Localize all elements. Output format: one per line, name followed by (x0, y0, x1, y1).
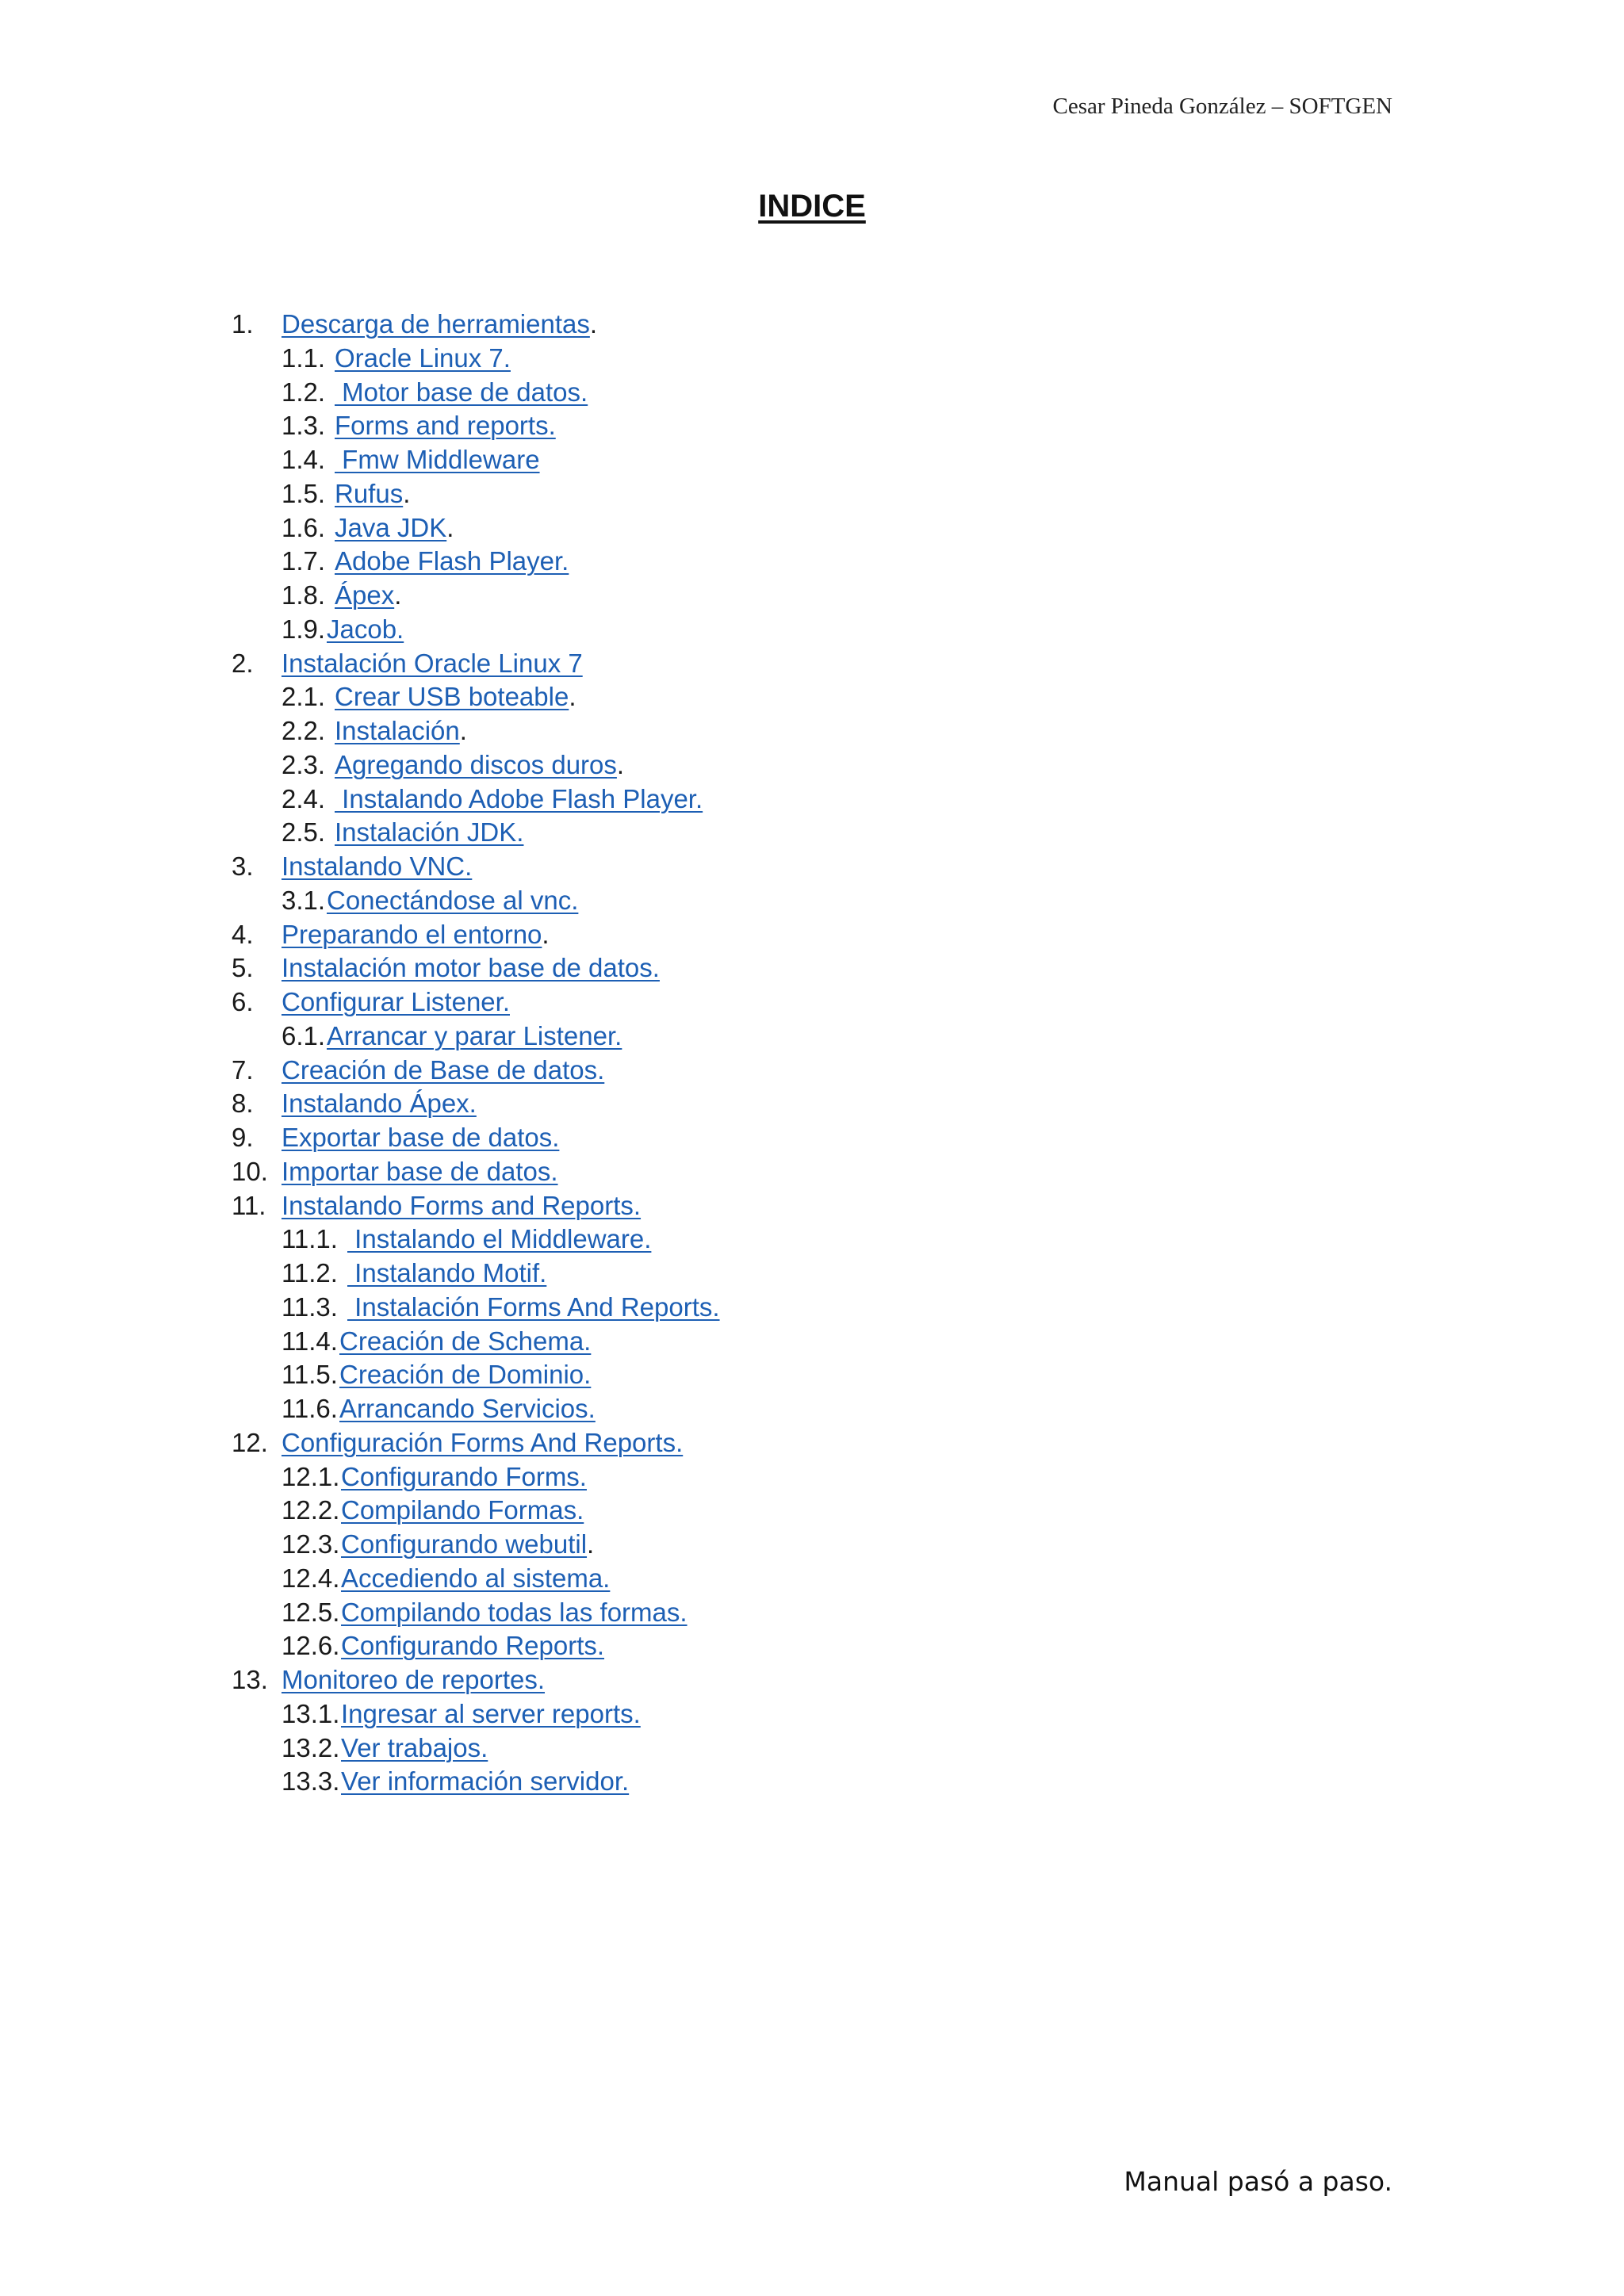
toc-item-number: 12.4. (282, 1563, 340, 1593)
toc-item-number: 12.5. (282, 1597, 340, 1627)
toc-item-link[interactable] (335, 579, 401, 613)
toc-item (0, 1155, 1427, 1189)
toc-item-link[interactable] (335, 443, 540, 477)
toc-item-link[interactable] (335, 545, 569, 579)
toc-item-number: 3.1. (282, 885, 326, 915)
toc-item-link[interactable] (339, 1358, 591, 1392)
toc-item-number: 11.5. (282, 1360, 338, 1390)
toc-item-link[interactable] (335, 511, 454, 545)
toc-item (0, 1189, 1427, 1223)
toc-item-label: Java JDK (335, 512, 447, 542)
toc-item-link[interactable] (327, 613, 404, 647)
toc-item (0, 680, 1427, 714)
toc-item (0, 1697, 1427, 1732)
toc-item-label: Rufus (335, 478, 404, 508)
toc-item-link[interactable] (341, 1765, 629, 1799)
toc-item-label: Arrancar y parar Listener. (327, 1020, 622, 1050)
toc-item-link[interactable] (335, 376, 588, 410)
toc-item-number: 2.3. (282, 749, 326, 779)
toc-item (0, 1020, 1427, 1054)
toc-item (0, 1223, 1427, 1257)
toc-item-number: 12.2. (282, 1495, 340, 1525)
toc-item-link[interactable] (341, 1494, 584, 1528)
toc-item-link[interactable] (335, 714, 467, 748)
toc-item-trailing-punctuation: . (542, 919, 550, 949)
toc-item-link[interactable] (341, 1732, 488, 1766)
toc-item-label: Agregando discos duros (335, 749, 617, 779)
toc-item (0, 1596, 1427, 1630)
toc-item-label: Instalando Adobe Flash Player. (335, 783, 703, 813)
toc-item-label: Instalando Motif. (347, 1258, 547, 1288)
toc-item-number: 2. (232, 648, 254, 678)
toc-item-number: 13.3. (282, 1766, 340, 1797)
toc-item-link[interactable] (335, 409, 556, 443)
toc-item-link[interactable] (282, 918, 550, 952)
toc-item-label: Exportar base de datos. (282, 1123, 560, 1152)
toc-item-label: Instalación JDK. (335, 817, 524, 848)
toc-item (0, 985, 1427, 1020)
toc-item-link[interactable] (335, 816, 523, 850)
toc-item-number: 11. (232, 1190, 266, 1220)
toc-item-number: 1.6. (282, 512, 326, 542)
toc-item-number: 11.6. (282, 1394, 338, 1423)
toc-item-label: Arrancando Servicios. (339, 1394, 596, 1423)
toc-item (0, 1494, 1427, 1528)
toc-item-trailing-punctuation: . (569, 682, 576, 712)
toc-item (0, 1562, 1427, 1596)
toc-item-label: Preparando el entorno (282, 919, 542, 949)
toc-item-link[interactable] (341, 1697, 641, 1732)
toc-item (0, 511, 1427, 545)
toc-item (0, 647, 1427, 681)
toc-item-number: 13. (232, 1665, 268, 1694)
toc-item-link[interactable] (282, 951, 660, 985)
toc-item (0, 1325, 1427, 1359)
toc-item (0, 1663, 1427, 1697)
toc-item-number: 12.1. (282, 1461, 340, 1491)
toc-item (0, 1054, 1427, 1088)
toc-item-link[interactable] (339, 1325, 591, 1359)
toc-item-number: 1.7. (282, 546, 326, 576)
toc-item-number: 7. (232, 1054, 254, 1085)
toc-item (0, 613, 1427, 647)
toc-item-number: 1.3. (282, 411, 326, 441)
toc-item-number: 1.4. (282, 445, 326, 474)
toc-item (0, 1121, 1427, 1155)
toc-item-trailing-punctuation: . (616, 749, 625, 779)
toc-item-label: Instalando Forms and Reports. (282, 1190, 642, 1220)
toc-item (0, 1528, 1427, 1562)
toc-item-label: Accediendo al sistema. (341, 1563, 611, 1593)
toc-item-link[interactable] (347, 1257, 546, 1291)
toc-item (0, 951, 1427, 985)
toc-item-number: 2.2. (282, 716, 326, 745)
toc-item-number: 1.2. (282, 377, 326, 407)
toc-item (0, 579, 1427, 613)
page-footer: Manual pasó a paso. (1124, 2166, 1392, 2197)
toc-item-trailing-punctuation: . (403, 478, 411, 508)
toc-item (0, 1392, 1427, 1426)
toc-item (0, 376, 1427, 410)
toc-item (0, 714, 1427, 748)
toc-item-label: Ver información servidor. (341, 1766, 630, 1797)
toc-item-trailing-punctuation: . (589, 309, 598, 339)
toc-item-label: Conectándose al vnc. (327, 885, 579, 915)
toc-item-label: Instalación (335, 716, 460, 745)
toc-item (0, 409, 1427, 443)
toc-item-label: Instalando VNC. (282, 851, 473, 881)
toc-item-number: 1. (232, 309, 254, 339)
toc-item (0, 545, 1427, 579)
toc-item-number: 2.5. (282, 817, 326, 848)
toc-item (0, 1087, 1427, 1121)
toc-item (0, 748, 1427, 783)
toc-item (0, 1460, 1427, 1494)
toc-item (0, 1732, 1427, 1766)
toc-item-label: Forms and reports. (335, 411, 556, 441)
toc-item-number: 4. (232, 919, 254, 949)
toc-item-link[interactable] (282, 985, 510, 1020)
toc-item-link[interactable] (282, 1054, 604, 1088)
toc-item-link[interactable] (335, 477, 410, 511)
toc-item-link[interactable] (282, 850, 472, 884)
toc-item-label: Ingresar al server reports. (341, 1698, 641, 1728)
toc-item-link[interactable] (282, 308, 597, 342)
toc-item-number: 2.1. (282, 682, 326, 712)
toc-item-label: Motor base de datos. (335, 377, 588, 407)
toc-item-label: Configurando webutil (341, 1529, 588, 1559)
toc-item-label: Instalación motor base de datos. (282, 953, 660, 983)
table-of-contents (0, 308, 1427, 1799)
toc-item-link[interactable] (327, 1020, 622, 1054)
toc-item-number: 10. (232, 1156, 268, 1186)
toc-item-label: Importar base de datos. (282, 1156, 558, 1186)
toc-item-label: Configurando Forms. (341, 1461, 587, 1491)
toc-item-label: Creación de Base de datos. (282, 1054, 605, 1085)
toc-item-number: 5. (232, 953, 254, 983)
toc-item-link[interactable] (335, 748, 624, 783)
toc-item-label: Ver trabajos. (341, 1732, 488, 1762)
toc-item-label: Creación de Dominio. (339, 1360, 592, 1390)
toc-item (0, 1358, 1427, 1392)
toc-item-link[interactable] (335, 342, 511, 376)
toc-item-label: Instalación Forms And Reports. (347, 1292, 720, 1322)
toc-item-number: 6. (232, 987, 254, 1016)
toc-item-link[interactable] (282, 647, 583, 681)
toc-item-label: Fmw Middleware (335, 445, 540, 474)
toc-item-label: Compilando todas las formas. (341, 1597, 688, 1627)
toc-item-trailing-punctuation: . (394, 580, 402, 610)
toc-item-link[interactable] (341, 1528, 594, 1562)
toc-item-label: Configuración Forms And Reports. (282, 1427, 684, 1457)
toc-item-label: Instalación Oracle Linux 7 (282, 648, 583, 678)
toc-item-number: 8. (232, 1089, 254, 1119)
toc-item-number: 12. (232, 1427, 268, 1457)
toc-item-number: 1.1. (282, 342, 326, 373)
toc-item-label: Descarga de herramientas (282, 309, 590, 339)
toc-item-number: 13.1. (282, 1698, 340, 1728)
toc-item-number: 11.3. (282, 1292, 338, 1322)
toc-item-number: 2.4. (282, 783, 326, 813)
toc-item (0, 1291, 1427, 1325)
toc-item-label: Adobe Flash Player. (335, 546, 569, 576)
toc-item (0, 443, 1427, 477)
toc-item-trailing-punctuation: . (446, 512, 454, 542)
toc-item-link[interactable] (282, 1155, 558, 1189)
toc-item-link[interactable] (282, 1087, 477, 1121)
toc-item-number: 1.9. (282, 614, 326, 644)
toc-item-link[interactable] (327, 884, 578, 918)
toc-item (0, 342, 1427, 376)
toc-item-link[interactable] (341, 1596, 688, 1630)
toc-item-link[interactable] (282, 1663, 545, 1697)
toc-item-number: 12.3. (282, 1529, 340, 1559)
toc-item (0, 918, 1427, 952)
toc-item-link[interactable] (347, 1223, 651, 1257)
toc-item-trailing-punctuation: . (587, 1529, 595, 1559)
toc-item (0, 884, 1427, 918)
toc-item-label: Instalando el Middleware. (347, 1224, 652, 1254)
toc-item-link[interactable] (347, 1291, 720, 1325)
page-title: INDICE (758, 189, 866, 224)
toc-item-link[interactable] (282, 1121, 559, 1155)
toc-item (0, 477, 1427, 511)
toc-item-label: Oracle Linux 7. (335, 342, 511, 373)
toc-item (0, 850, 1427, 884)
toc-item-label: Configurando Reports. (341, 1631, 605, 1661)
toc-item (0, 783, 1427, 817)
toc-item-link[interactable] (282, 1189, 641, 1223)
toc-item (0, 1426, 1427, 1460)
toc-item-link[interactable] (339, 1392, 596, 1426)
toc-item-number: 12.6. (282, 1631, 340, 1661)
toc-item-trailing-punctuation: . (459, 716, 467, 745)
toc-item (0, 1629, 1427, 1663)
toc-item-number: 1.8. (282, 580, 326, 610)
toc-item-number: 9. (232, 1123, 254, 1152)
toc-item (0, 308, 1427, 342)
toc-item-number: 3. (232, 851, 254, 881)
toc-item-label: Compilando Formas. (341, 1495, 584, 1525)
toc-item-label: Jacob. (327, 614, 404, 644)
toc-item (0, 816, 1427, 850)
toc-item-link[interactable] (341, 1562, 610, 1596)
toc-item-number: 6.1. (282, 1020, 326, 1050)
toc-item-link[interactable] (341, 1629, 604, 1663)
toc-item-number: 1.5. (282, 478, 326, 508)
toc-item-link[interactable] (341, 1460, 587, 1494)
toc-item-number: 13.2. (282, 1732, 340, 1762)
toc-item (0, 1257, 1427, 1291)
toc-item-label: Ápex (335, 580, 395, 610)
toc-item-link[interactable] (282, 1426, 683, 1460)
toc-item-link[interactable] (335, 680, 576, 714)
toc-item-label: Creación de Schema. (339, 1326, 592, 1356)
toc-item-number: 11.1. (282, 1224, 338, 1254)
toc-item-label: Configurar Listener. (282, 987, 510, 1016)
toc-item-number: 11.4. (282, 1326, 338, 1356)
toc-item-label: Monitoreo de reportes. (282, 1665, 546, 1694)
toc-item-label: Crear USB boteable (335, 682, 569, 712)
toc-item-number: 11.2. (282, 1258, 338, 1288)
toc-item-label: Instalando Ápex. (282, 1089, 477, 1119)
toc-item-link[interactable] (335, 783, 703, 817)
page-header: Cesar Pineda González – SOFTGEN (1052, 94, 1392, 119)
toc-item (0, 1765, 1427, 1799)
